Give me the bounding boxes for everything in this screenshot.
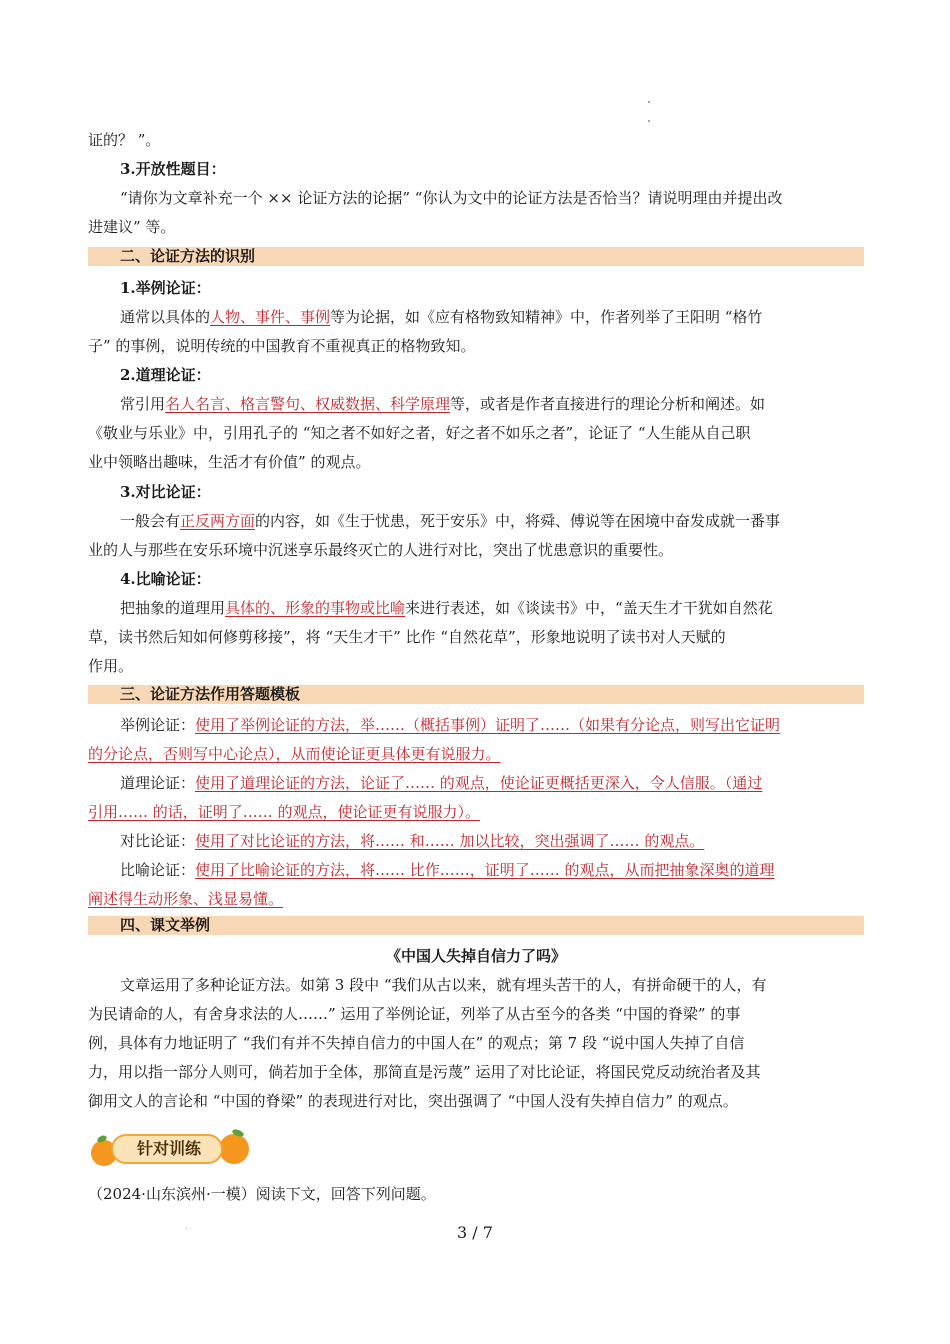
emphasis-run: 人物、事件、事例 xyxy=(210,308,331,326)
text-line xyxy=(120,597,864,619)
text-line: 草，读书然后知如何修剪移接”，将 “天生才干” 比作 “自然花草”，形象地说明了读书对人天赋的 xyxy=(88,628,726,646)
text-run: 通常以具体的 xyxy=(120,308,211,326)
emphasis-run: 使用了道理论证的方法，论证了…… 的观点，使论证更概括更深入，令人信服。（通过 xyxy=(195,774,763,792)
section-heading: 三、论证方法作用答题模板 xyxy=(120,685,301,703)
source-note: （2024·山东滨州·一模）阅读下文，回答下列问题。 xyxy=(88,1185,436,1203)
text-line xyxy=(120,393,864,415)
section-heading: 四、课文举例 xyxy=(120,916,211,934)
text-line xyxy=(120,306,864,328)
text-line: “请你为文章补充一个 ×× 论证方法的论据” “你认为文中的论证方法是否恰当？请说明理由并提出改 xyxy=(120,189,783,207)
subheading-example-argument: 1.举例论证： xyxy=(120,279,211,297)
text-line: 例，具体有力地证明了 “我们有并不失掉自信力的中国人在” 的观点；第 7 段 “说中国人失掉了自信 xyxy=(88,1034,745,1052)
text-line: 力，用以指一部分人则可，倘若加于全体，那简直是污蔑” 运用了对比论证，将国民党反动统治者及其 xyxy=(88,1063,761,1081)
emphasis-run: 正反两方面 xyxy=(180,512,256,530)
text-line xyxy=(120,714,864,736)
text-line: 为民请命的人，有舍身求法的人……” 运用了举例论证，列举了从古至今的各类 “中国的脊梁” 的事 xyxy=(88,1005,741,1023)
text-run: 道理论证： xyxy=(120,774,196,792)
text-line xyxy=(88,801,864,823)
text-line: 证的？ ”。 xyxy=(88,131,161,149)
text-run: 等为论据，如《应有格物致知精神》中，作者列举了王阳明 “格竹 xyxy=(330,308,763,326)
text-line: 作用。 xyxy=(88,657,134,675)
emphasis-run: 阐述得生动形象、浅显易懂。 xyxy=(88,890,284,908)
emphasis-run: 使用了比喻论证的方法，将…… 比作……，证明了…… 的观点，从而把抽象深奥的道理 xyxy=(195,861,775,879)
text-run: 一般会有 xyxy=(120,512,181,530)
text-line: 文章运用了多种论证方法。如第 3 段中 “我们从古以来，就有埋头苦干的人，有拼命硬干的人，有 xyxy=(120,976,767,994)
emphasis-run: 具体的、形象的事物或比喻 xyxy=(225,599,406,617)
text-line: 子” 的事例，说明传统的中国教育不重视真正的格物致知。 xyxy=(88,337,476,355)
text-run: 的内容，如《生于忧患，死于安乐》中，将舜、傅说等在困境中奋发成就一番事 xyxy=(255,512,781,530)
text-line: 进建议” 等。 xyxy=(88,218,176,236)
text-line xyxy=(120,830,864,852)
emphasis-run: 引用…… 的话，证明了…… 的观点，使论证更有说服力）。 xyxy=(88,803,481,821)
emphasis-run: 使用了举例论证的方法，举……（概括事例）证明了……（如果有分论点，则写出它证明 xyxy=(195,716,781,734)
section-heading: 二、论证方法的识别 xyxy=(120,247,256,265)
text-line xyxy=(120,772,864,794)
article-title: 《中国人失掉自信力了吗》 xyxy=(385,947,566,965)
text-line xyxy=(120,510,864,532)
subheading-reasoning-argument: 2.道理论证： xyxy=(120,366,211,384)
text-run: 来进行表述，如《谈读书》中，“盖天生才干犹如自然花 xyxy=(405,599,773,617)
text-run: 对比论证： xyxy=(120,832,196,850)
subheading-open-questions: 3.开放性题目： xyxy=(120,160,226,178)
text-run: 举例论证： xyxy=(120,716,196,734)
text-run: 比喻论证： xyxy=(120,861,196,879)
text-line xyxy=(88,888,864,910)
page-number: 3 / 7 xyxy=(457,1223,493,1242)
emphasis-run: 名人名言、格言警句、权威数据、科学原理 xyxy=(165,395,451,413)
speck xyxy=(648,120,650,122)
text-line: 《敬业与乐业》中，引用孔子的 “知之者不如好之者，好之者不如乐之者”，论证了 “人生能从自己职 xyxy=(88,424,751,442)
speck xyxy=(648,101,650,103)
text-line xyxy=(88,743,864,765)
text-run: 常引用 xyxy=(120,395,166,413)
text-run: 把抽象的道理用 xyxy=(120,599,226,617)
subheading-metaphor-argument: 4.比喻论证： xyxy=(120,570,211,588)
section-band-example xyxy=(88,916,864,935)
section-band-identification xyxy=(88,247,864,266)
section-band-templates xyxy=(88,685,864,704)
text-run: 等，或者是作者直接进行的理论分析和阐述。如 xyxy=(450,395,766,413)
subheading-contrast-argument: 3.对比论证： xyxy=(120,483,211,501)
badge-label: 针对训练 xyxy=(136,1139,201,1158)
practice-badge xyxy=(88,1123,250,1169)
text-line: 业中领略出趣味，生活才有价值” 的观点。 xyxy=(88,453,371,471)
text-line: 业的人与那些在安乐环境中沉迷享乐最终灭亡的人进行对比，突出了忧患意识的重要性。 xyxy=(88,541,674,559)
text-line: 御用文人的言论和 “中国的脊梁” 的表现进行对比，突出强调了 “中国人没有失掉自信力” 的观点。 xyxy=(88,1092,738,1110)
emphasis-run: 使用了对比论证的方法，将…… 和…… 加以比较，突出强调了…… 的观点。 xyxy=(195,832,705,850)
text-line xyxy=(120,859,864,881)
emphasis-run: 的分论点，否则写中心论点），从而使论证更具体更有说服力。 xyxy=(88,745,501,763)
